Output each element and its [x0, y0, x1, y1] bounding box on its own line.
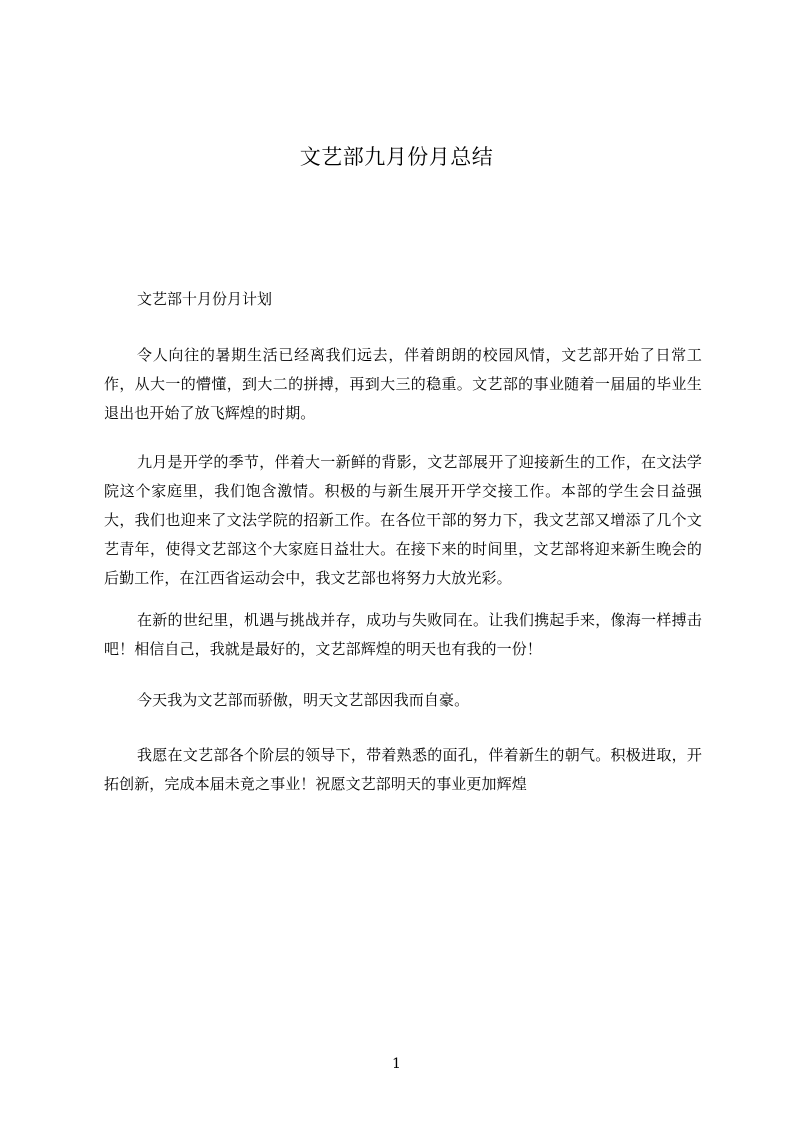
- paragraph-1: 令人向往的暑期生活已经离我们远去，伴着朗朗的校园风情，文艺部开始了日常工作，从大一的懵懂，到大二的拼搏，再到大三的稳重。文艺部的事业随着一届届的毕业生退出也开始了放飞辉煌的时期。: [104, 346, 702, 422]
- document-subtitle: 文艺部十月份月计划: [137, 290, 273, 308]
- paragraph-4: 今天我为文艺部而骄傲，明天文艺部因我而自豪。: [137, 691, 470, 709]
- page-number: 1: [392, 1056, 401, 1072]
- paragraph-2: 九月是开学的季节，伴着大一新鲜的背影，文艺部展开了迎接新生的工作，在文法学院这个家庭里，我们饱含激情。积极的与新生展开开学交接工作。本部的学生会日益强大，我们也迎来了文法学院的招新工作。在各位干部的努力下，我文艺部又增添了几个文艺青年，使得文艺部这个大家庭日益壮大。在接下来的时间里，文艺部将迎来新生晚会的后勤工作，在江西省运动会中，我文艺部也将努力大放光彩。: [104, 453, 702, 587]
- paragraph-3: 在新的世纪里，机遇与挑战并存，成功与失败同在。让我们携起手来，像海一样搏击吧！相信自己，我就是最好的，文艺部辉煌的明天也有我的一份！: [104, 611, 702, 658]
- paragraph-5: 我愿在文艺部各个阶层的领导下，带着熟悉的面孔，伴着新生的朝气。积极进取，开拓创新，完成本届未竟之事业！祝愿文艺部明天的事业更加辉煌: [104, 746, 702, 793]
- document-title: 文艺部九月份月总结: [299, 145, 494, 169]
